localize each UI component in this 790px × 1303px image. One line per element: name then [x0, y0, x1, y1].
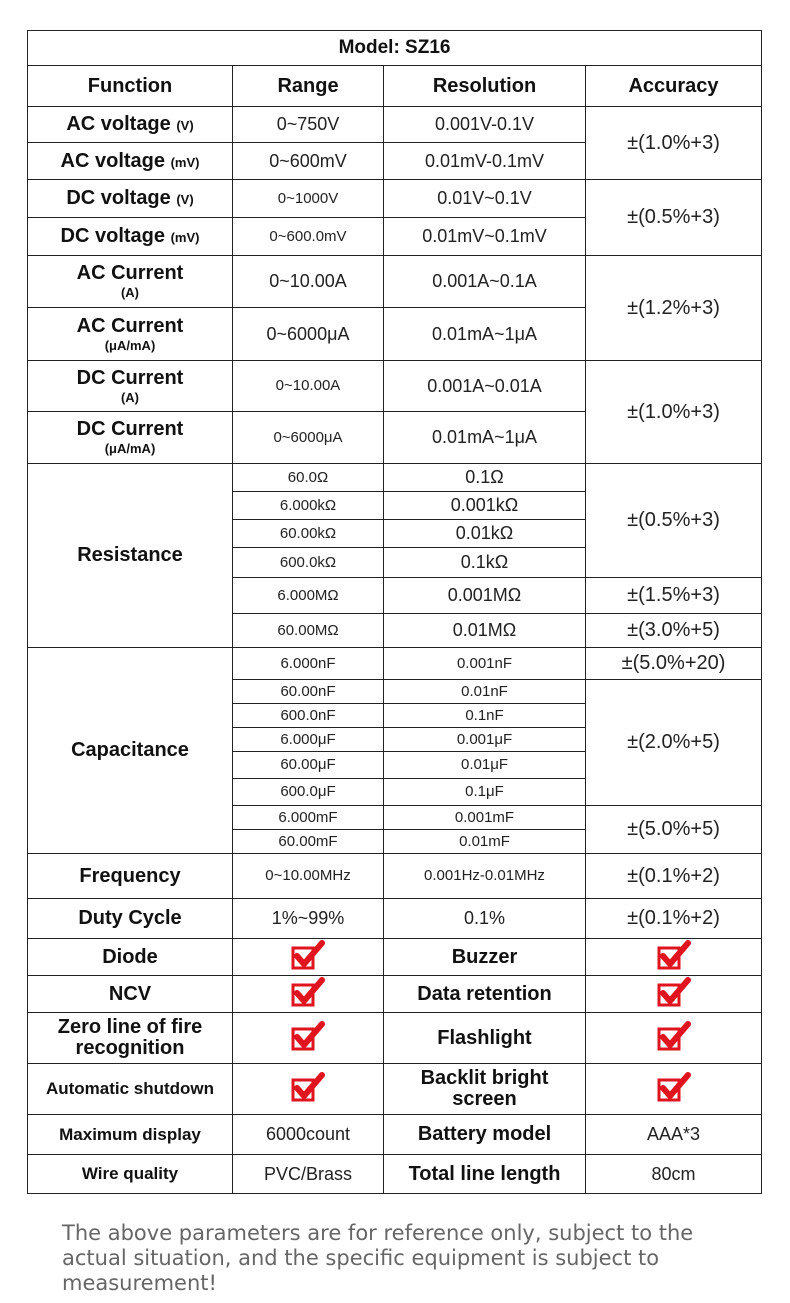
spec-table [27, 30, 762, 1194]
capacitance-range-7: 6.000mF [233, 806, 384, 830]
ac-current-a-range: 0~10.00A [233, 256, 384, 308]
capacitance-range-1: 6.000nF [233, 648, 384, 680]
resistance-accuracy-low: ±(0.5%+3) [586, 464, 762, 578]
ac-voltage-mv-resolution: 0.01mV-0.1mV [384, 143, 586, 180]
capacitance-resolution-3: 0.1nF [384, 704, 586, 728]
ac-voltage-v-label: AC voltage (V) [28, 107, 233, 143]
duty-cycle-label: Duty Cycle [28, 899, 233, 939]
header-resolution: Resolution [384, 66, 586, 107]
dc-current-accuracy: ±(1.0%+3) [586, 361, 762, 464]
capacitance-label: Capacitance [28, 648, 233, 854]
resistance-range-3: 60.00kΩ [233, 520, 384, 548]
frequency-accuracy: ±(0.1%+2) [586, 854, 762, 899]
dc-current-ua-label: DC Current (μA/mA) [28, 412, 233, 464]
data-retention-check [586, 976, 762, 1013]
dc-voltage-mv-range: 0~600.0mV [233, 218, 384, 256]
dc-current-a-range: 0~10.00A [233, 361, 384, 412]
ncv-label: NCV [28, 976, 233, 1013]
dc-voltage-v-resolution: 0.01V~0.1V [384, 180, 586, 218]
capacitance-resolution-1: 0.001nF [384, 648, 586, 680]
line-length-value: 80cm [586, 1155, 762, 1194]
zero-line-check [233, 1013, 384, 1064]
resistance-range-2: 6.000kΩ [233, 492, 384, 520]
flashlight-check [586, 1013, 762, 1064]
battery-model-label: Battery model [384, 1115, 586, 1155]
resistance-resolution-4: 0.1kΩ [384, 548, 586, 578]
ac-voltage-mv-range: 0~600mV [233, 143, 384, 180]
capacitance-accuracy-mid: ±(2.0%+5) [586, 680, 762, 806]
dc-voltage-mv-resolution: 0.01mV~0.1mV [384, 218, 586, 256]
check-icon [291, 1021, 325, 1051]
frequency-resolution: 0.001Hz-0.01MHz [384, 854, 586, 899]
check-icon [657, 940, 691, 970]
resistance-resolution-2: 0.001kΩ [384, 492, 586, 520]
capacitance-range-8: 60.00mF [233, 830, 384, 854]
battery-model-value: AAA*3 [586, 1115, 762, 1155]
dc-voltage-mv-label: DC voltage (mV) [28, 218, 233, 256]
zero-line-label: Zero line of fire recognition [28, 1013, 233, 1064]
capacitance-range-5: 60.00μF [233, 752, 384, 779]
check-icon [291, 1072, 325, 1102]
wire-quality-label: Wire quality [28, 1155, 233, 1194]
capacitance-range-6: 600.0μF [233, 779, 384, 806]
dc-current-a-resolution: 0.001A~0.01A [384, 361, 586, 412]
ac-current-ua-resolution: 0.01mA~1μA [384, 308, 586, 361]
duty-cycle-resolution: 0.1% [384, 899, 586, 939]
dc-current-a-label: DC Current (A) [28, 361, 233, 412]
auto-shutdown-check [233, 1064, 384, 1115]
disclaimer-note: The above parameters are for reference only, subject to the actual situation, and the specific equipment is subject to measurement! [62, 1221, 694, 1295]
resistance-resolution-1: 0.1Ω [384, 464, 586, 492]
ac-voltage-v-range: 0~750V [233, 107, 384, 143]
capacitance-range-3: 600.0nF [233, 704, 384, 728]
capacitance-resolution-6: 0.1μF [384, 779, 586, 806]
check-icon [291, 977, 325, 1007]
capacitance-resolution-4: 0.001μF [384, 728, 586, 752]
check-icon [657, 1072, 691, 1102]
max-display-label: Maximum display [28, 1115, 233, 1155]
wire-quality-value: PVC/Brass [233, 1155, 384, 1194]
resistance-label: Resistance [28, 464, 233, 648]
ac-current-a-label: AC Current (A) [28, 256, 233, 308]
ac-voltage-mv-label: AC voltage (mV) [28, 143, 233, 180]
spec-sheet [27, 30, 761, 1201]
dc-current-ua-range: 0~6000μA [233, 412, 384, 464]
header-range: Range [233, 66, 384, 107]
ac-voltage-accuracy: ±(1.0%+3) [586, 107, 762, 180]
resistance-resolution-5: 0.001MΩ [384, 578, 586, 614]
resistance-range-6: 60.00MΩ [233, 614, 384, 648]
check-icon [657, 1021, 691, 1051]
flashlight-label: Flashlight [384, 1013, 586, 1064]
ac-voltage-v-resolution: 0.001V-0.1V [384, 107, 586, 143]
capacitance-range-2: 60.00nF [233, 680, 384, 704]
header-accuracy: Accuracy [586, 66, 762, 107]
data-retention-label: Data retention [384, 976, 586, 1013]
capacitance-range-4: 6.000μF [233, 728, 384, 752]
capacitance-resolution-7: 0.001mF [384, 806, 586, 830]
dc-current-ua-resolution: 0.01mA~1μA [384, 412, 586, 464]
ncv-check [233, 976, 384, 1013]
dc-voltage-v-range: 0~1000V [233, 180, 384, 218]
capacitance-resolution-5: 0.01μF [384, 752, 586, 779]
resistance-accuracy-60m: ±(3.0%+5) [586, 614, 762, 648]
frequency-range: 0~10.00MHz [233, 854, 384, 899]
model-title: Model: SZ16 [28, 31, 762, 66]
backlit-check [586, 1064, 762, 1115]
header-function: Function [28, 66, 233, 107]
duty-cycle-accuracy: ±(0.1%+2) [586, 899, 762, 939]
capacitance-resolution-8: 0.01mF [384, 830, 586, 854]
diode-label: Diode [28, 939, 233, 976]
resistance-range-4: 600.0kΩ [233, 548, 384, 578]
line-length-label: Total line length [384, 1155, 586, 1194]
check-icon [291, 940, 325, 970]
ac-current-accuracy: ±(1.2%+3) [586, 256, 762, 361]
capacitance-accuracy-last: ±(5.0%+5) [586, 806, 762, 854]
ac-current-a-resolution: 0.001A~0.1A [384, 256, 586, 308]
backlit-label: Backlit bright screen [384, 1064, 586, 1115]
check-icon [657, 977, 691, 1007]
ac-current-ua-range: 0~6000μA [233, 308, 384, 361]
capacitance-accuracy-first: ±(5.0%+20) [586, 648, 762, 680]
capacitance-resolution-2: 0.01nF [384, 680, 586, 704]
dc-voltage-v-label: DC voltage (V) [28, 180, 233, 218]
auto-shutdown-label: Automatic shutdown [28, 1064, 233, 1115]
max-display-value: 6000count [233, 1115, 384, 1155]
resistance-resolution-6: 0.01MΩ [384, 614, 586, 648]
resistance-accuracy-6m: ±(1.5%+3) [586, 578, 762, 614]
resistance-resolution-3: 0.01kΩ [384, 520, 586, 548]
resistance-range-1: 60.0Ω [233, 464, 384, 492]
dc-voltage-accuracy: ±(0.5%+3) [586, 180, 762, 256]
buzzer-check [586, 939, 762, 976]
resistance-range-5: 6.000MΩ [233, 578, 384, 614]
duty-cycle-range: 1%~99% [233, 899, 384, 939]
buzzer-label: Buzzer [384, 939, 586, 976]
ac-current-ua-label: AC Current (μA/mA) [28, 308, 233, 361]
diode-check [233, 939, 384, 976]
frequency-label: Frequency [28, 854, 233, 899]
